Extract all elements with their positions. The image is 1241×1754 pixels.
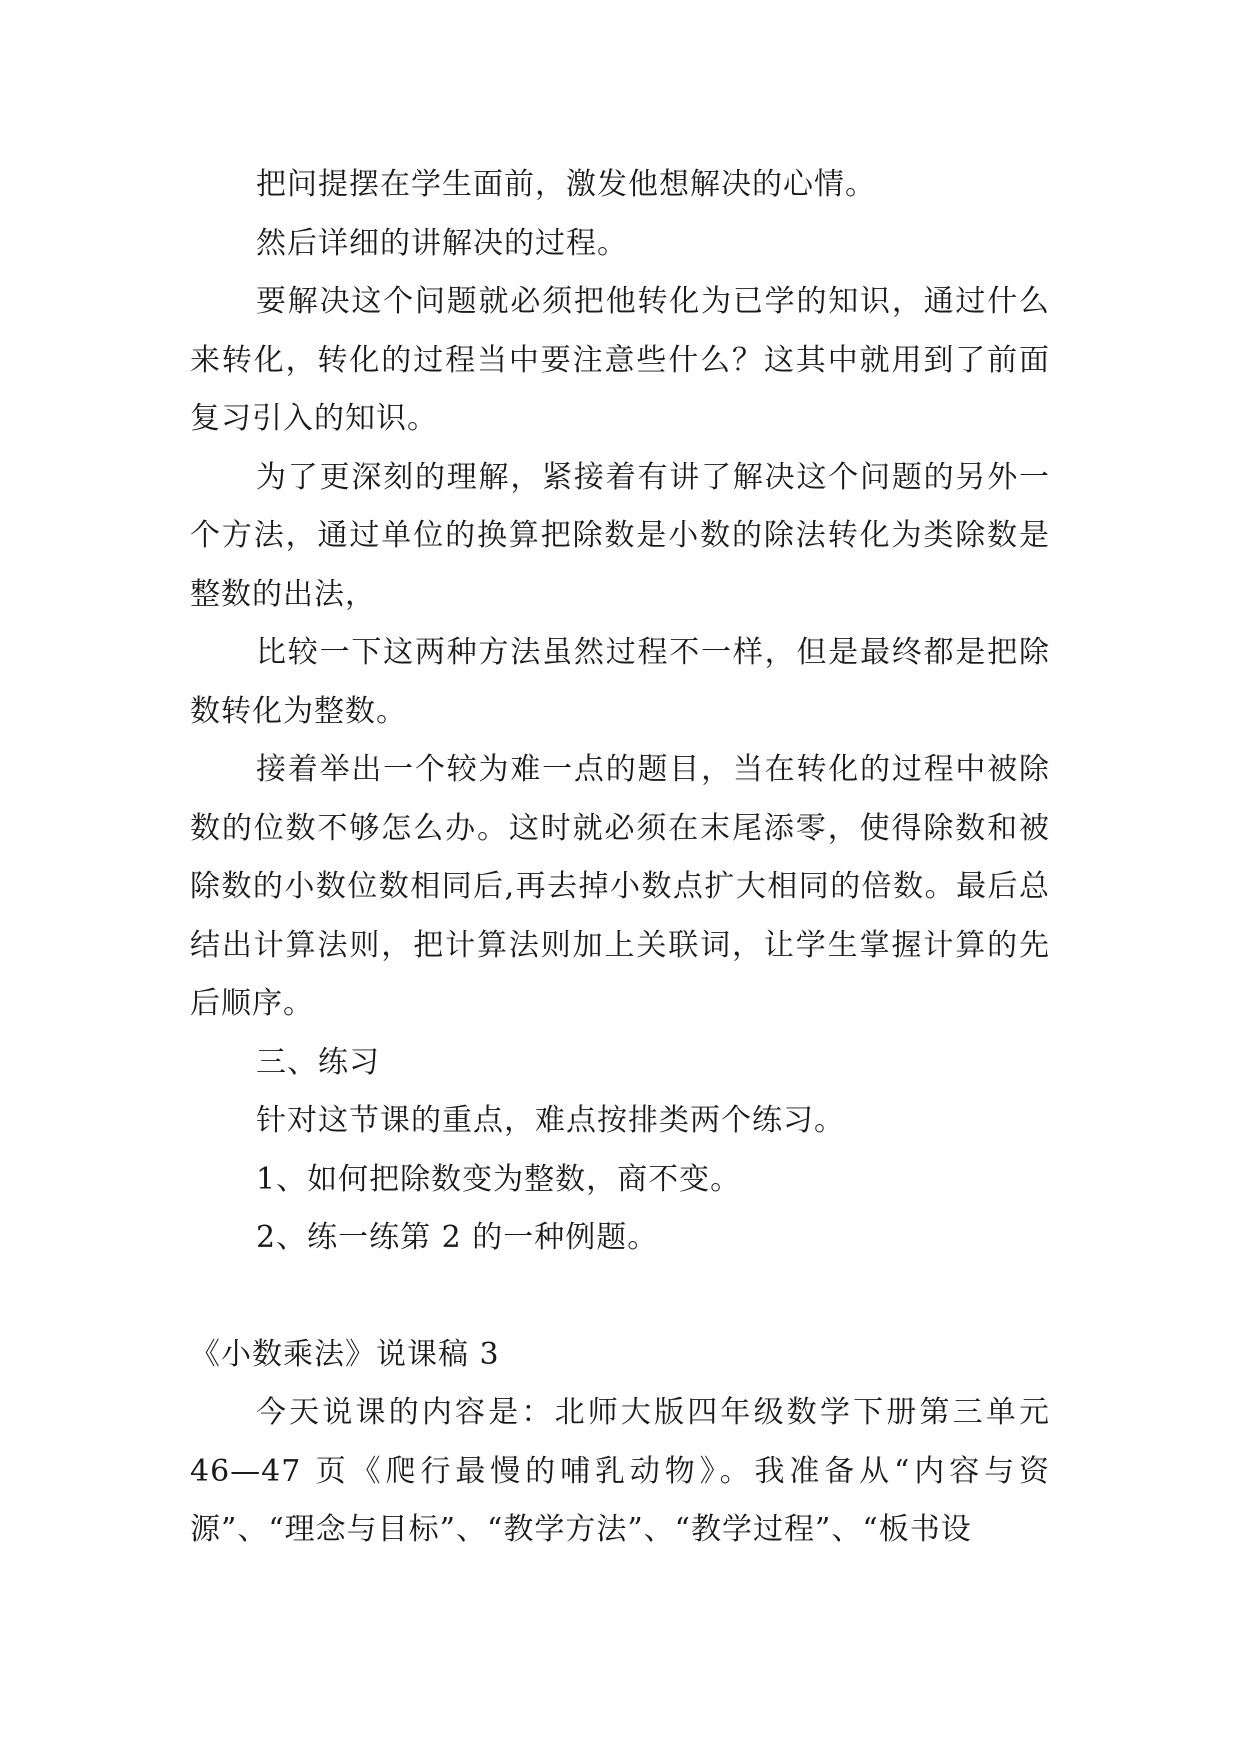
paragraph-2: 然后详细的讲解决的过程。: [256, 225, 628, 261]
section-title: 《小数乘法》说课稿 3: [190, 1336, 500, 1372]
list-item-2: 2、练一练第 2 的一种例题。: [256, 1220, 659, 1255]
paragraph-8: 今天说课的内容是：北师大版四年级数学下册第三单元 46—47 页《爬行最慢的哺乳动物》。我准备从“内容与资源”、“理念与目标”、“教学方法”、“教学过程”、“板书设: [190, 1395, 1050, 1547]
paragraph-6: 接着举出一个较为难一点的题目，当在转化的过程中被除数的位数不够怎么办。这时就必须在末尾添零，使得除数和被除数的小数位数相同后,再去掉小数点扩大相同的倍数。最后总结出计算法则，把计算法则加上关联词，让学生掌握计算的先后顺序。: [190, 752, 1050, 1021]
spacer: [190, 1268, 1050, 1326]
list-item-1: 1、如何把除数变为整数，商不变。: [256, 1161, 742, 1197]
document-body: [190, 156, 1050, 1560]
paragraph-5: 比较一下这两种方法虽然过程不一样，但是最终都是把除数转化为整数。: [190, 635, 1050, 729]
paragraph-7: 针对这节课的重点，难点按排类两个练习。: [256, 1103, 845, 1138]
paragraph-3: 要解决这个问题就必须把他转化为已学的知识，通过什么来转化，转化的过程当中要注意些什么？这其中就用到了前面复习引入的知识。: [190, 284, 1050, 436]
paragraph-1: 把问提摆在学生面前，激发他想解决的心情。: [256, 167, 876, 202]
section-heading-practice: 三、练习: [256, 1044, 380, 1080]
paragraph-4: 为了更深刻的理解，紧接着有讲了解决这个问题的另外一个方法，通过单位的换算把除数是小数的除法转化为类除数是整数的出法，: [190, 459, 1050, 612]
